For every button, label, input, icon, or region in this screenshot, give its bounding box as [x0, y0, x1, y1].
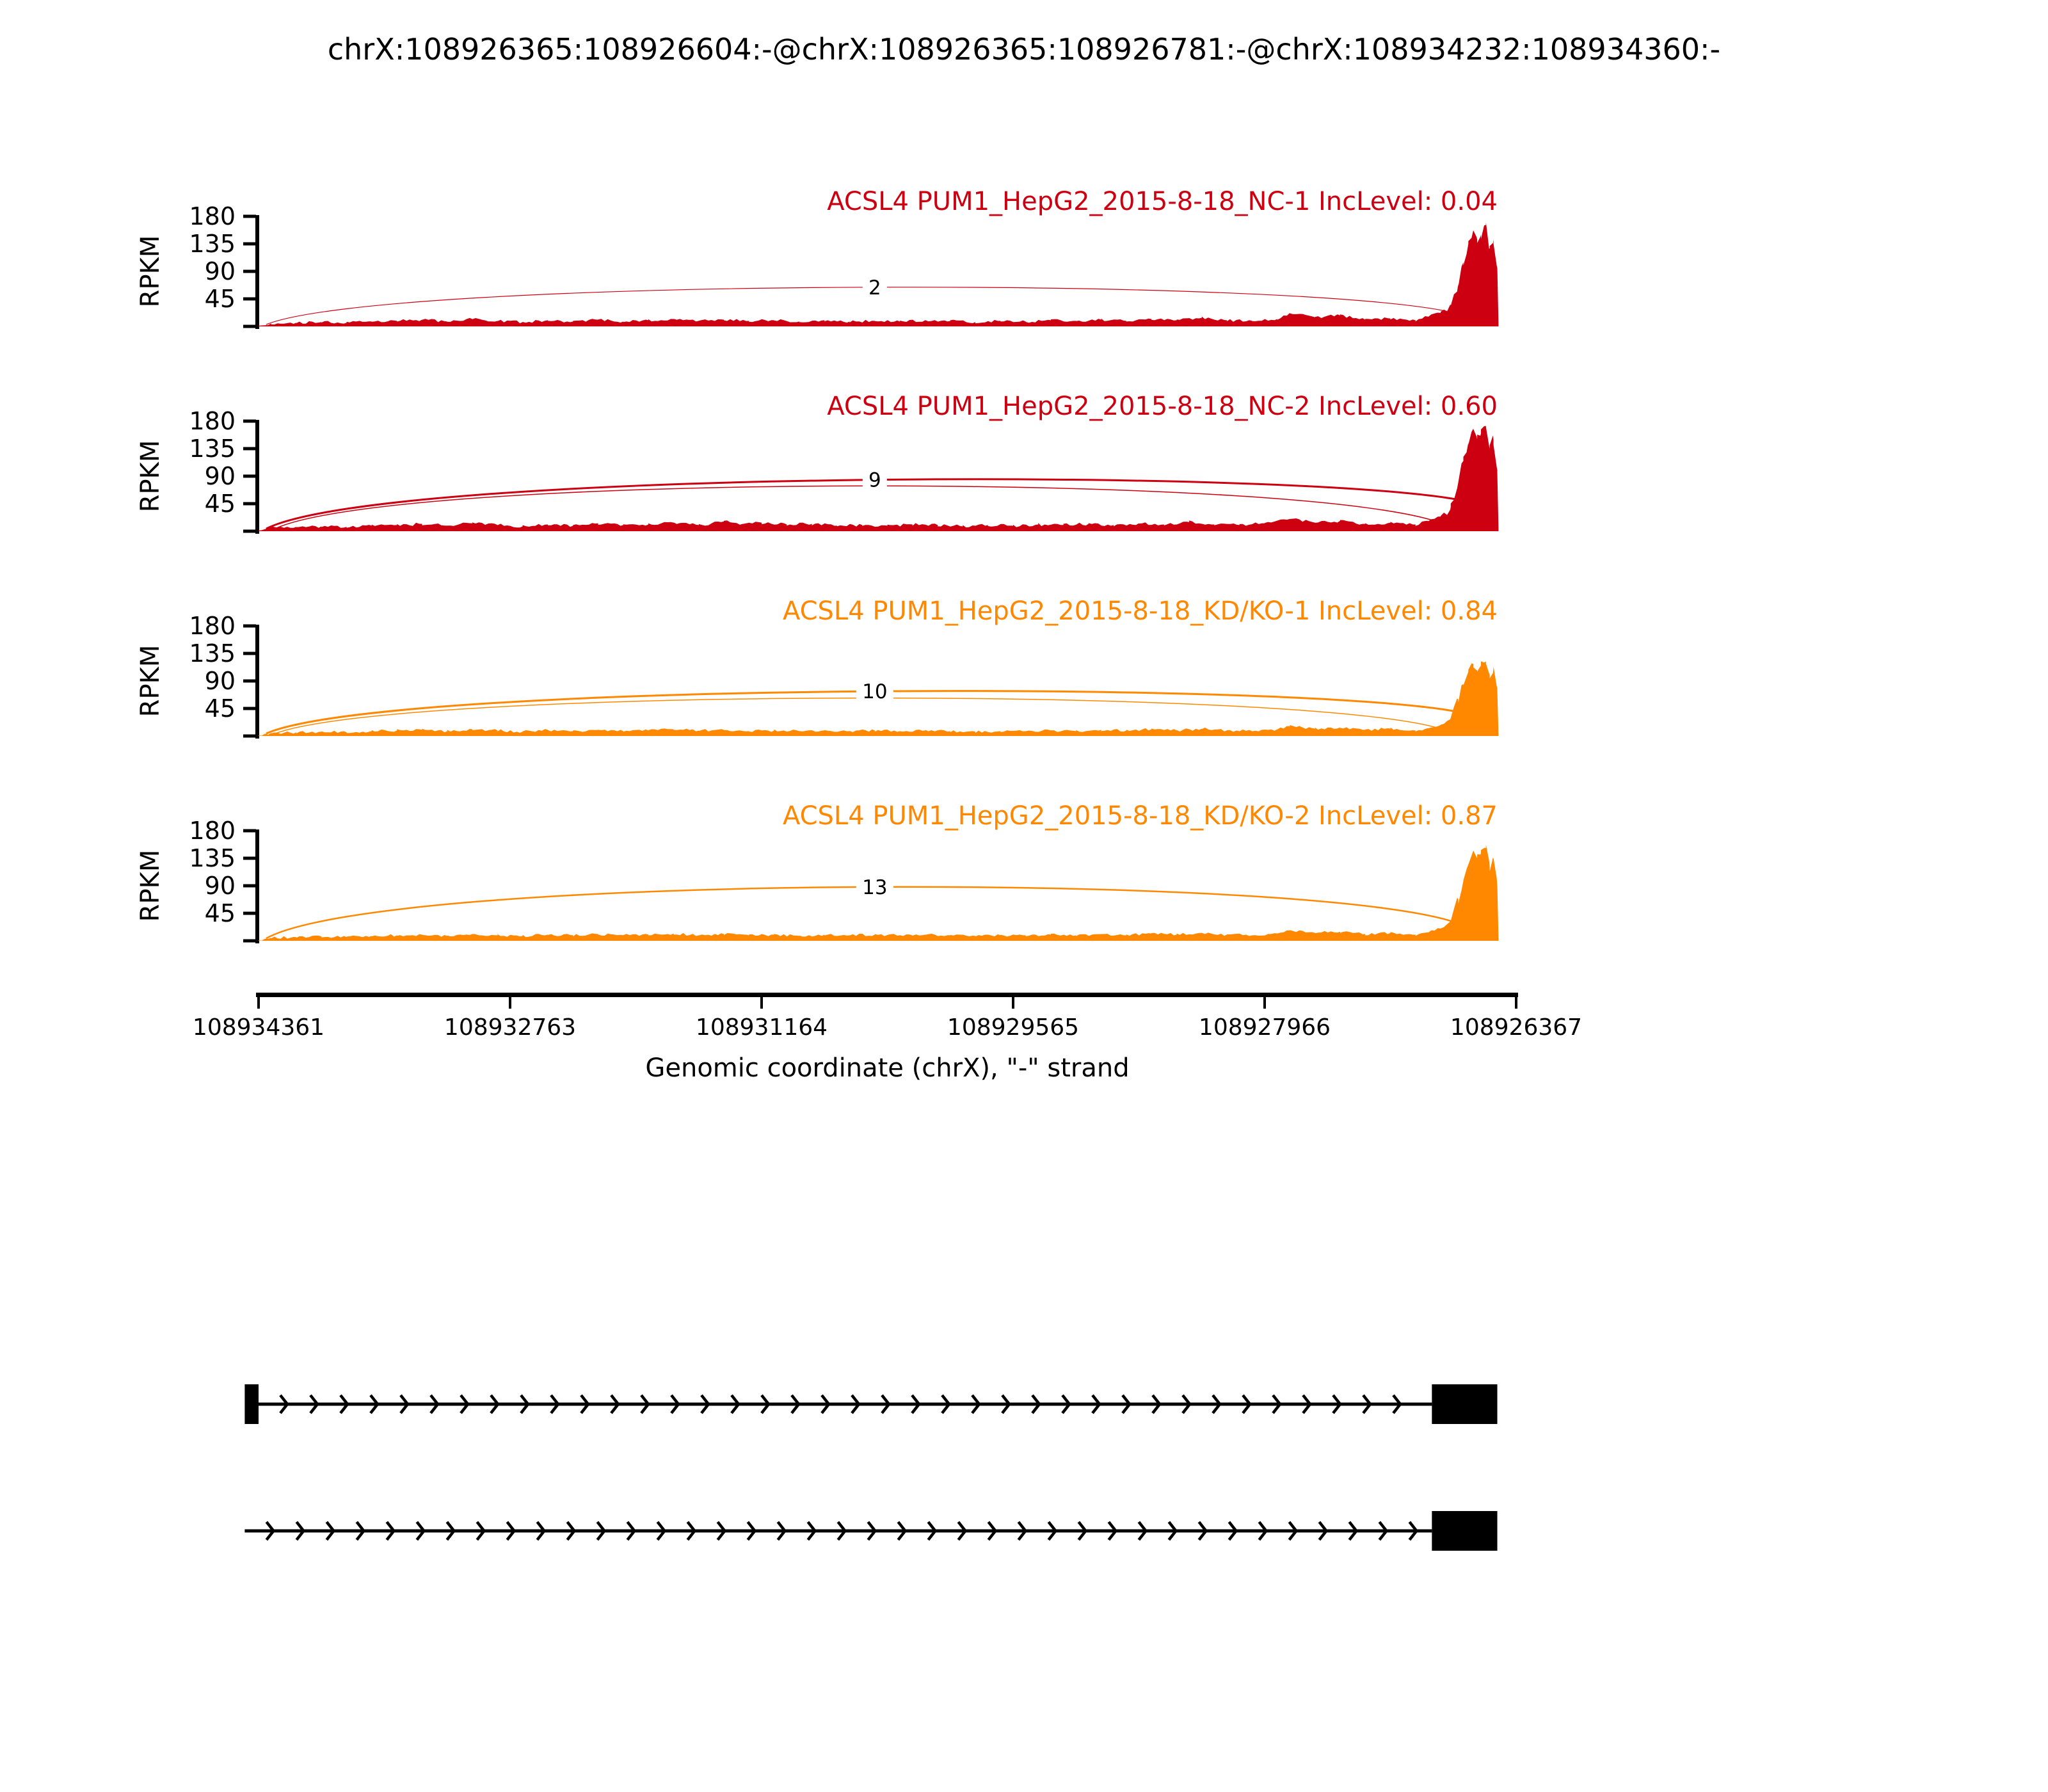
exon-box — [1432, 1384, 1497, 1424]
y-tick-label: 135 — [189, 639, 236, 668]
y-tick-label: 180 — [189, 407, 236, 435]
junction-count-label: 2 — [868, 276, 881, 300]
sashimi-track-3 — [0, 596, 2048, 740]
y-axis-tick — [243, 447, 256, 451]
x-axis-tick — [257, 993, 260, 1009]
sashimi-track-4 — [0, 801, 2048, 945]
y-axis-tick — [243, 243, 256, 246]
y-axis-tick — [243, 298, 256, 301]
y-axis-label: RPKM — [136, 849, 165, 922]
exon-box — [1432, 1511, 1497, 1551]
sashimi-track-1 — [0, 189, 2048, 330]
y-axis-tick — [243, 735, 256, 738]
y-axis-tick — [243, 215, 256, 218]
y-tick-label: 135 — [189, 844, 236, 872]
x-tick-label: 108926367 — [1450, 1014, 1583, 1041]
sashimi-track-2 — [0, 394, 2048, 535]
y-tick-label: 135 — [189, 230, 236, 258]
y-axis-label: RPKM — [136, 440, 165, 513]
y-axis-tick — [243, 707, 256, 710]
x-tick-label: 108927966 — [1198, 1014, 1331, 1041]
track-title: ACSL4 PUM1_HepG2_2015-8-18_NC-2 IncLevel: 0.60 — [827, 392, 1498, 421]
x-axis-tick — [1263, 993, 1266, 1009]
isoform-skipping — [244, 1511, 1497, 1551]
track-title: ACSL4 PUM1_HepG2_2015-8-18_NC-1 IncLevel: 0.04 — [827, 187, 1498, 216]
y-axis-tick — [243, 884, 256, 888]
y-tick-label: 90 — [204, 462, 236, 490]
x-tick-label: 108929565 — [947, 1014, 1080, 1041]
y-axis-tick — [243, 475, 256, 478]
x-tick-label: 108931164 — [695, 1014, 828, 1041]
y-axis-tick — [243, 912, 256, 915]
y-axis-tick — [243, 270, 256, 273]
y-axis-tick — [243, 829, 256, 833]
y-axis-tick — [243, 625, 256, 628]
x-axis-tick — [509, 993, 511, 1009]
track-title: ACSL4 PUM1_HepG2_2015-8-18_KD/KO-1 IncLevel: 0.84 — [782, 596, 1498, 626]
y-tick-label: 45 — [204, 490, 236, 518]
y-tick-label: 135 — [189, 435, 236, 463]
junction-count-label: 9 — [868, 468, 881, 492]
y-axis-tick — [243, 420, 256, 423]
page-title: chrX:108926365:108926604:-@chrX:108926365:108926781:-@chrX:108934232:108934360:- — [327, 32, 1721, 67]
track-title: ACSL4 PUM1_HepG2_2015-8-18_KD/KO-2 IncLevel: 0.87 — [782, 801, 1498, 831]
y-tick-label: 45 — [204, 899, 236, 927]
y-axis-tick — [243, 530, 256, 533]
track-plot-svg-3 — [241, 599, 1514, 740]
x-tick-label: 108932763 — [444, 1014, 577, 1041]
y-tick-label: 90 — [204, 667, 236, 695]
y-tick-label: 180 — [189, 612, 236, 640]
y-axis-tick — [243, 652, 256, 655]
track-plot-svg-2 — [241, 394, 1514, 535]
x-tick-label: 108934361 — [192, 1014, 325, 1041]
y-axis-tick — [243, 940, 256, 943]
y-tick-label: 90 — [204, 257, 236, 285]
isoform-diagram-svg — [237, 1366, 1523, 1571]
track-plot-svg-4 — [241, 804, 1514, 945]
x-axis-title: Genomic coordinate (chrX), "-" strand — [645, 1053, 1130, 1083]
isoform-inclusion — [244, 1384, 1497, 1424]
y-axis-label: RPKM — [136, 235, 165, 308]
junction-count-label: 10 — [862, 680, 888, 704]
y-tick-label: 45 — [204, 694, 236, 723]
y-tick-label: 180 — [189, 202, 236, 230]
y-axis-tick — [243, 325, 256, 328]
y-tick-label: 90 — [204, 872, 236, 900]
junction-count-label: 13 — [862, 876, 888, 899]
y-axis-tick — [243, 502, 256, 506]
x-axis-tick — [1515, 993, 1517, 1009]
y-axis-tick — [243, 857, 256, 860]
x-axis-tick — [1012, 993, 1014, 1009]
y-axis-label: RPKM — [136, 644, 165, 717]
y-tick-label: 45 — [204, 285, 236, 313]
y-tick-label: 180 — [189, 817, 236, 845]
x-axis-tick — [760, 993, 763, 1009]
y-axis-tick — [243, 680, 256, 683]
exon-box — [244, 1384, 259, 1424]
track-plot-svg-1 — [241, 189, 1514, 330]
x-axis-line — [256, 993, 1518, 997]
